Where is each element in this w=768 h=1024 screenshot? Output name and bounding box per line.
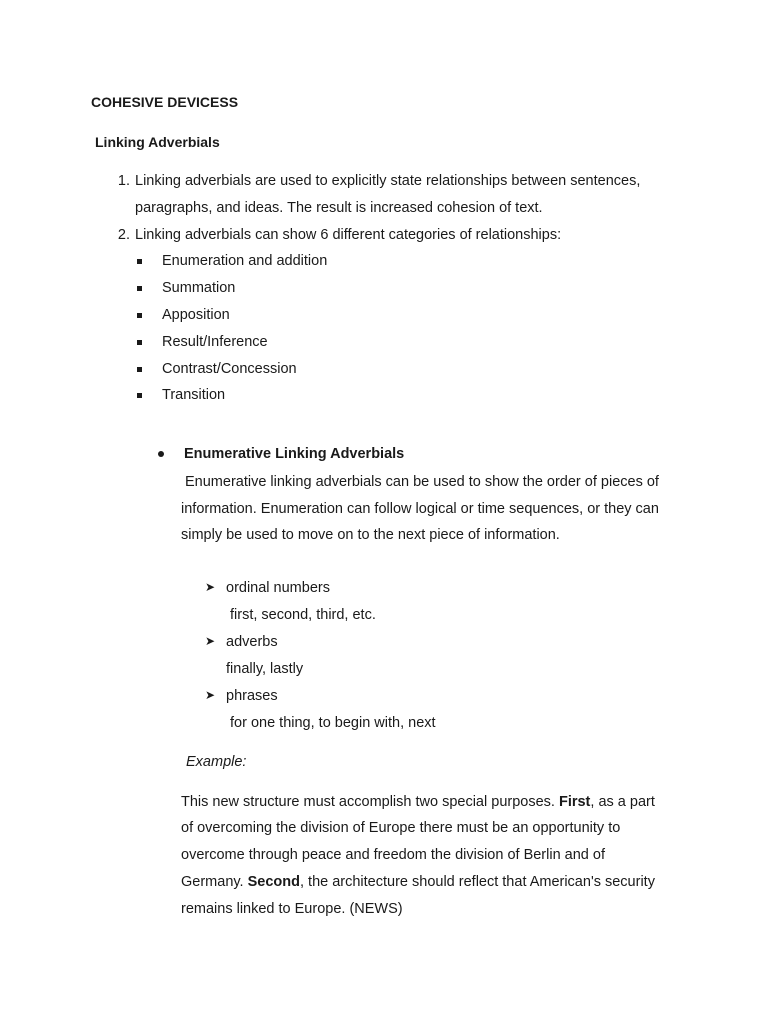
example-text: , as a part xyxy=(590,794,655,810)
arrow-bullet-icon: ➤ xyxy=(205,634,216,648)
example-text: , the architecture should reflect that American's security xyxy=(299,874,655,890)
paragraph-line: information. Enumeration can follow logical or time sequences, or they can xyxy=(181,501,659,517)
square-bullet-icon xyxy=(137,367,142,372)
category-item: Apposition xyxy=(162,307,230,323)
list-item-line: Linking adverbials can show 6 different categories of relationships: xyxy=(135,227,562,243)
category-item: Result/Inference xyxy=(162,334,268,350)
arrow-bullet-icon: ➤ xyxy=(205,580,216,594)
arrow-item-examples: first, second, third, etc. xyxy=(230,607,376,623)
square-bullet-icon xyxy=(137,259,142,264)
example-line xyxy=(181,794,655,810)
list-number: 1. xyxy=(117,173,130,189)
category-item: Summation xyxy=(162,280,236,296)
square-bullet-icon xyxy=(137,286,142,291)
list-item-line: Linking adverbials are used to explicitly state relationships between sentences, xyxy=(135,173,641,189)
example-line xyxy=(181,874,655,890)
example-label: Example: xyxy=(186,754,247,770)
example-emphasis: Second xyxy=(247,874,300,890)
arrow-item-label: ordinal numbers xyxy=(226,580,330,596)
paragraph-line: simply be used to move on to the next piece of information. xyxy=(181,527,560,543)
arrow-item-label: phrases xyxy=(226,688,278,704)
document-title: COHESIVE DEVICESS xyxy=(91,94,239,110)
category-item: Transition xyxy=(162,387,226,403)
section-title: Linking Adverbials xyxy=(95,134,220,150)
list-number: 2. xyxy=(117,227,130,243)
round-bullet-icon xyxy=(158,451,164,457)
square-bullet-icon xyxy=(137,313,142,318)
example-emphasis: First xyxy=(558,794,591,810)
example-line: of overcoming the division of Europe there must be an opportunity to xyxy=(181,820,621,836)
category-item: Enumeration and addition xyxy=(162,253,328,269)
arrow-item-label: adverbs xyxy=(226,634,278,650)
example-line: remains linked to Europe. (NEWS) xyxy=(181,901,403,917)
square-bullet-icon xyxy=(137,393,142,398)
subsection-heading: Enumerative Linking Adverbials xyxy=(184,446,405,462)
arrow-item-examples: finally, lastly xyxy=(226,661,304,677)
category-item: Contrast/Concession xyxy=(162,361,297,377)
square-bullet-icon xyxy=(137,340,142,345)
example-line: overcome through peace and freedom the division of Berlin and of xyxy=(181,847,605,863)
paragraph-line: Enumerative linking adverbials can be used to show the order of pieces of xyxy=(185,474,659,490)
example-text: This new structure must accomplish two special purposes. xyxy=(181,794,559,810)
example-text: Germany. xyxy=(181,874,248,890)
list-item-line: paragraphs, and ideas. The result is increased cohesion of text. xyxy=(135,200,543,216)
arrow-item-examples: for one thing, to begin with, next xyxy=(230,715,436,731)
arrow-bullet-icon: ➤ xyxy=(205,688,216,702)
